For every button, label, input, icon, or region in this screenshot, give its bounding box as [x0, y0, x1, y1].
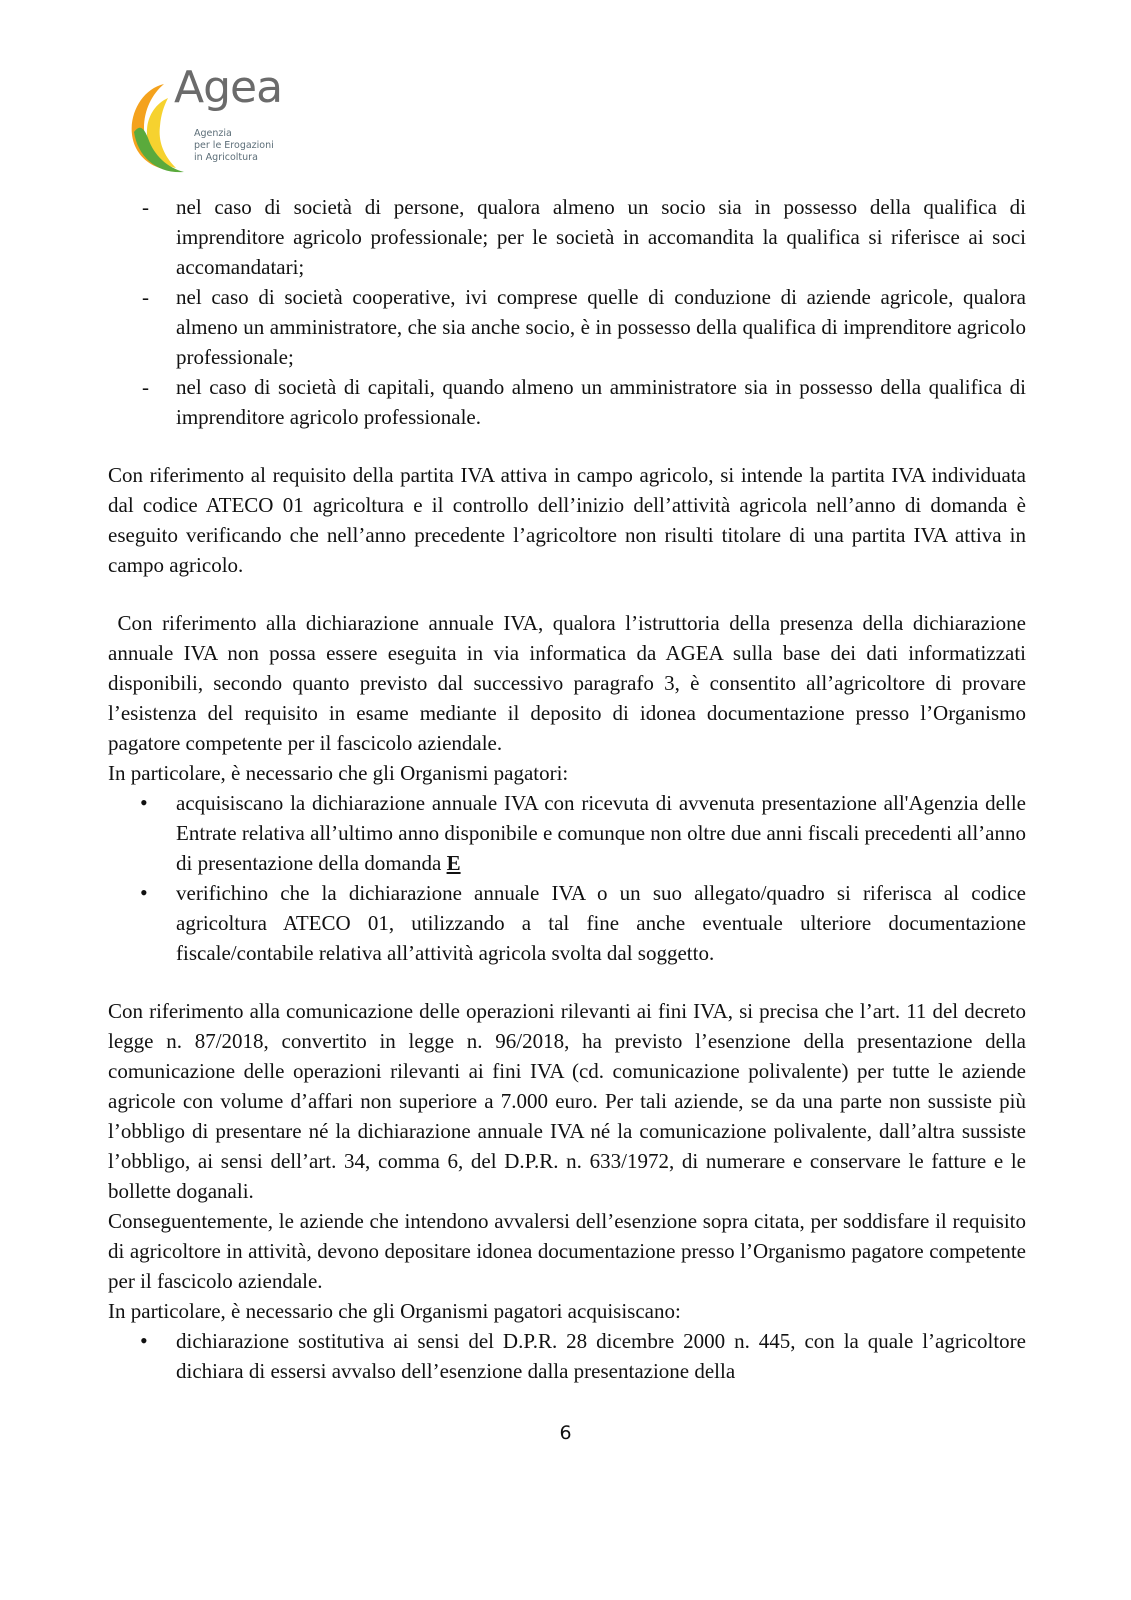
paragraph-conseguentemente: Conseguentemente, le aziende che intendono avvalersi dell’esenzione sopra citata, per soddisfare il requisito di agricoltore in attività, devono depositare idonea documentazione presso l’Organismo pagatore competente per il fascicolo aziendale. [108, 1209, 1026, 1293]
dash-list-item: - nel caso di società di persone, qualora almeno un socio sia in possesso della qualifica di imprenditore agricolo professionale; per le società in accomandita la qualifica si riferisce ai soci accomandatari; [108, 192, 1026, 282]
logo-subtitle-line: Agenzia [194, 128, 232, 139]
bullet-list-1 [108, 788, 1026, 968]
paragraph-dichiarazione-iva: Con riferimento alla dichiarazione annuale IVA, qualora l’istruttoria della presenza della dichiarazione annuale IVA non possa essere eseguita in via informatica da AGEA sulla base dei dati informatizzati disponibili, secondo quanto previsto dal successivo paragrafo 3, è consentito all’agricoltore di provare l’esistenza del requisito in esame mediante il deposito di idonea documentazione presso l’Organismo pagatore competente per il fascicolo aziendale. [108, 611, 1032, 755]
paragraph-in-particolare-2: In particolare, è necessario che gli Organismi pagatori acquisiscano: [108, 1299, 681, 1323]
bold-letter-e: E [446, 851, 461, 875]
dash-list-item: - nel caso di società di capitali, quando almeno un amministratore sia in possesso della qualifica di imprenditore agricolo professionale. [108, 372, 1026, 432]
bullet-list-item: • verifichino che la dichiarazione annuale IVA o un suo allegato/quadro si riferisca al codice agricoltura ATECO 01, utilizzando a tal fine anche eventuale ulteriore documentazione fiscale/contabile relativa all’attività agricola svolta dal soggetto. [108, 878, 1026, 968]
bullet-text: acquisiscano la dichiarazione annuale IVA con ricevuta di avvenuta presentazione all'Agenzia delle Entrate relativa all’ultimo anno disponibile e comunque non oltre due anni fiscali precedenti all’anno di presentazione della domanda [176, 791, 1026, 875]
bullet-list-item: • dichiarazione sostitutiva ai sensi del D.P.R. 28 dicembre 2000 n. 445, con la quale l’agricoltore dichiara di essersi avvalso dell’esenzione dalla presentazione della [108, 1326, 1026, 1386]
dash-list [108, 192, 1026, 432]
paragraph-comunicazione: Con riferimento alla comunicazione delle operazioni rilevanti ai fini IVA, si precisa che l’art. 11 del decreto legge n. 87/2018, convertito in legge n. 96/2018, ha previsto l’esenzione della presentazione della comunicazione delle operazioni rilevanti ai fini IVA (cd. comunicazione polivalente) per tutte le aziende agricole con volume d’affari non superiore a 7.000 euro. Per tali aziende, se da una parte non sussiste più l’obbligo di presentare né la dichiarazione annuale IVA né la comunicazione polivalente, dall’altra sussiste l’obbligo, ai sensi dell’art. 34, comma 6, del D.P.R. n. 633/1972, di numerare e conservare le fatture e le bollette doganali. [108, 999, 1026, 1203]
agea-logo [128, 62, 298, 180]
paragraph-partita-iva: Con riferimento al requisito della partita IVA attiva in campo agricolo, si intende la partita IVA individuata dal codice ATECO 01 agricoltura e il controllo dell’inizio dell’attività agricola nell’anno di domanda è eseguito verificando che nell’anno precedente l’agricoltore non risulti titolare di una partita IVA attiva in campo agricolo. [108, 463, 1026, 577]
logo-subtitle-line: in Agricoltura [194, 152, 258, 163]
page-number: 6 [559, 1422, 572, 1444]
logo-name: Agea [174, 62, 283, 113]
bullet-list-item [108, 788, 1026, 878]
bullet-list-2 [108, 1326, 1026, 1386]
logo-subtitle-line: per le Erogazioni [194, 140, 274, 151]
logo-subtitle [194, 128, 274, 164]
paragraph-in-particolare: In particolare, è necessario che gli Organismi pagatori: [108, 761, 569, 785]
dash-list-item: - nel caso di società cooperative, ivi comprese quelle di conduzione di aziende agricole, qualora almeno un amministratore, che sia anche socio, è in possesso della qualifica di imprenditore agricolo professionale; [108, 282, 1026, 372]
document-body [108, 192, 1032, 1386]
